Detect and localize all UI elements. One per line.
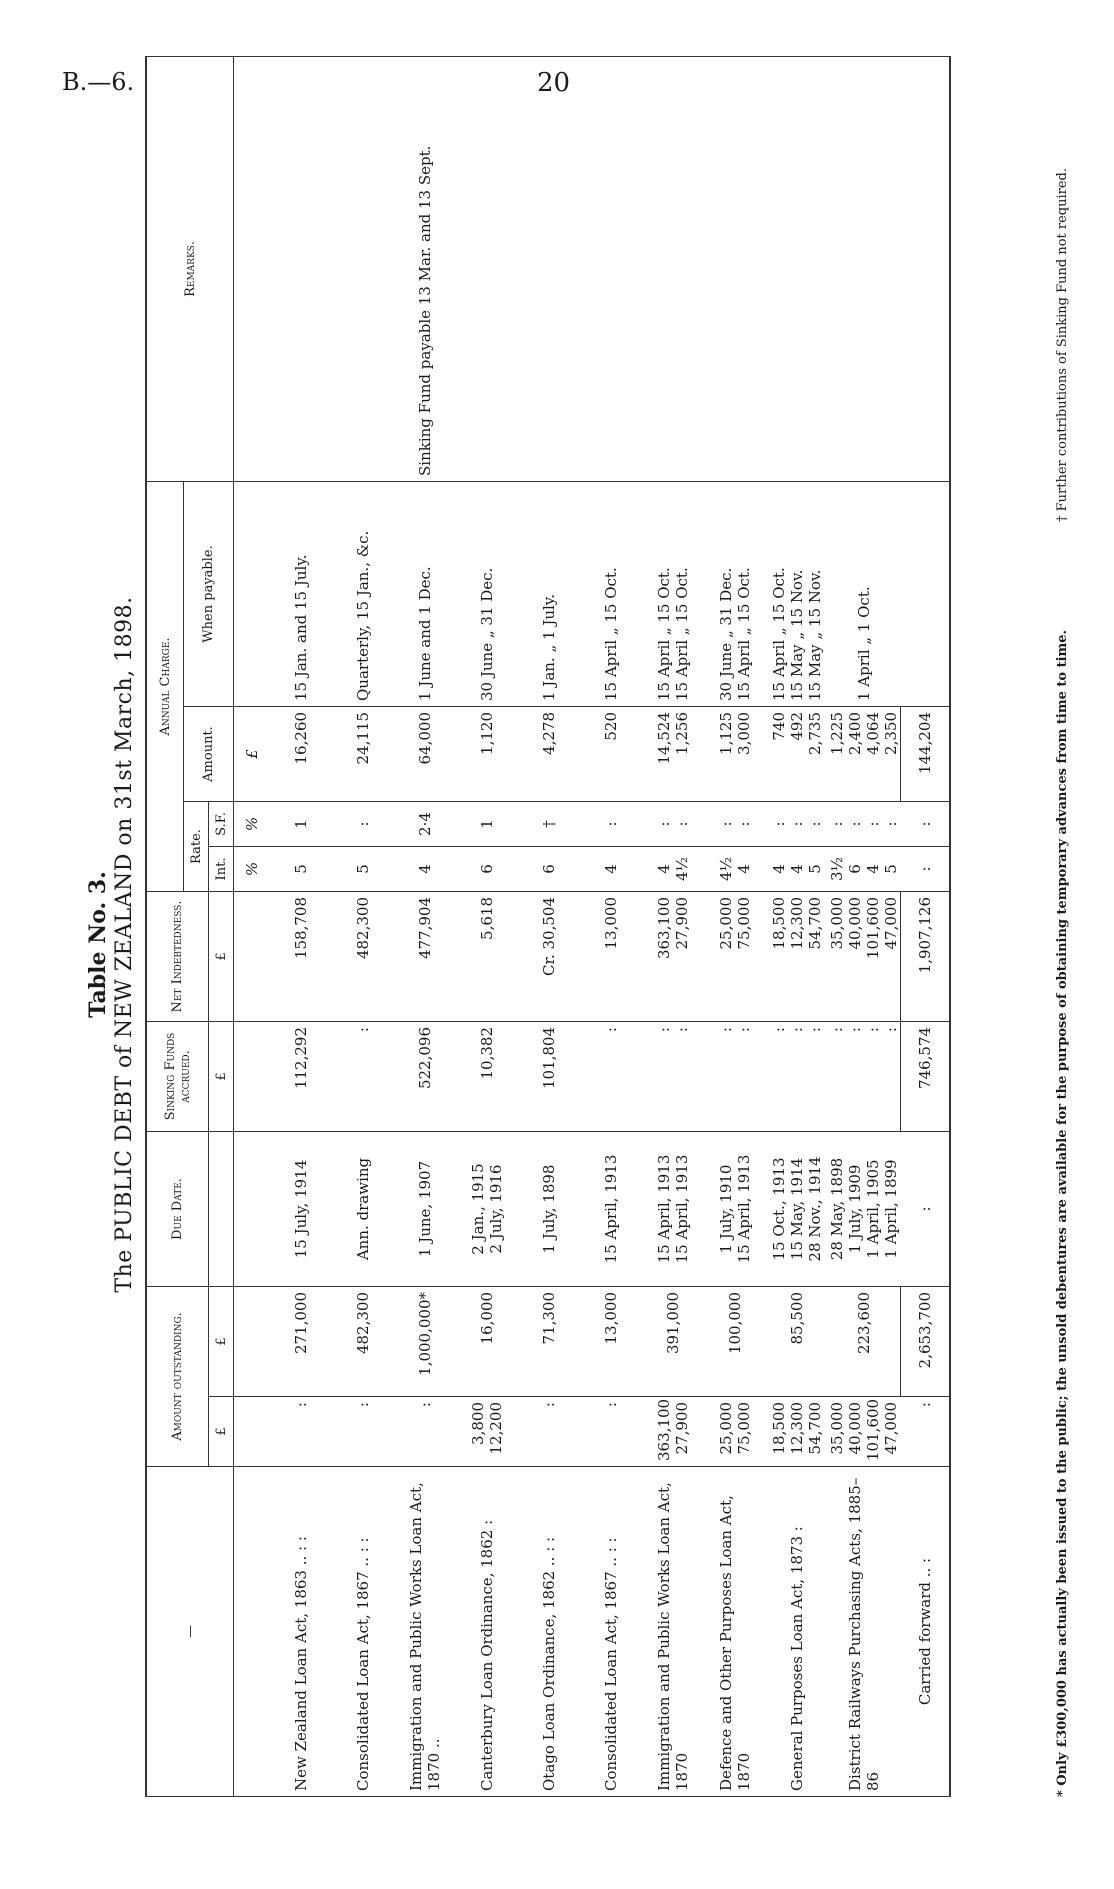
sinking-fund: 10,382 bbox=[456, 1022, 518, 1132]
rate-sf: : bbox=[332, 802, 394, 847]
when-payable: 30 June „ 31 Dec. 15 April „ 15 Oct. bbox=[704, 481, 766, 706]
amount-detail: 35,000 40,000 101,600 47,000 bbox=[828, 1397, 901, 1467]
amount-total: 85,500 bbox=[766, 1287, 828, 1397]
sinking-fund: : bbox=[332, 1022, 394, 1132]
annual-amount: 64,000 bbox=[394, 707, 456, 802]
remarks bbox=[518, 56, 580, 481]
amount-total: 2,653,700 bbox=[901, 1287, 951, 1397]
due-date: 15 April, 1913 bbox=[580, 1132, 642, 1287]
remarks bbox=[270, 56, 332, 481]
rate-sf: : bbox=[901, 802, 951, 847]
annual-amount: 16,260 bbox=[270, 707, 332, 802]
net-indebtedness: 5,618 bbox=[456, 892, 518, 1022]
rate-sf: † bbox=[518, 802, 580, 847]
when-payable: 15 April „ 15 Oct. 15 May „ 15 Nov. 15 May „ 15 Nov. bbox=[766, 481, 828, 706]
sinking-fund: : : : : bbox=[828, 1022, 901, 1132]
act-name: Defence and Other Purposes Loan Act, 1870 bbox=[704, 1467, 766, 1797]
due-date: 15 April, 1913 15 April, 1913 bbox=[642, 1132, 704, 1287]
col-amount: Amount. bbox=[184, 707, 234, 802]
public-debt-table bbox=[145, 56, 951, 1797]
annual-amount: 520 bbox=[580, 707, 642, 802]
rate-int: 4½ 4 bbox=[704, 847, 766, 892]
act-name: Immigration and Public Works Loan Act, 1870 bbox=[642, 1467, 704, 1797]
annual-amount: 14,524 1,256 bbox=[642, 707, 704, 802]
rate-sf: : bbox=[580, 802, 642, 847]
document-reference: B.—6. bbox=[62, 68, 135, 96]
table-row bbox=[704, 56, 766, 1796]
col-amount-outstanding: Amount outstanding. bbox=[146, 1287, 209, 1467]
col-rate-sf: S.F. bbox=[209, 802, 234, 847]
amount-total: 71,300 bbox=[518, 1287, 580, 1397]
sinking-fund: 522,096 bbox=[394, 1022, 456, 1132]
amount-detail: 18,500 12,300 54,700 bbox=[766, 1397, 828, 1467]
rate-sf: 1 bbox=[270, 802, 332, 847]
net-indebtedness: 158,708 bbox=[270, 892, 332, 1022]
act-name: District Railways Purchasing Acts, 1885–86 bbox=[828, 1467, 901, 1797]
when-payable: 1 June and 1 Dec. bbox=[394, 481, 456, 706]
remarks bbox=[456, 56, 518, 481]
rotated-table-sheet bbox=[85, 57, 1075, 1832]
table-row bbox=[394, 56, 456, 1796]
rate-sf: : : bbox=[704, 802, 766, 847]
when-payable: 30 June „ 31 Dec. bbox=[456, 481, 518, 706]
sinking-fund: : : bbox=[704, 1022, 766, 1132]
rate-sf: : : : bbox=[766, 802, 828, 847]
amount-total: 223,600 bbox=[828, 1287, 901, 1397]
amount-detail: : bbox=[394, 1397, 456, 1467]
rate-int: 5 bbox=[270, 847, 332, 892]
remarks bbox=[828, 56, 901, 481]
amount-detail: : bbox=[901, 1397, 951, 1467]
due-date: 1 July, 1910 15 April, 1913 bbox=[704, 1132, 766, 1287]
carried-forward-row bbox=[901, 56, 951, 1796]
sinking-fund: : bbox=[580, 1022, 642, 1132]
when-payable: 1 Jan. „ 1 July. bbox=[518, 481, 580, 706]
col-net-indebtedness: Net Indebtedness. bbox=[146, 892, 209, 1022]
col-sinking-funds: Sinking Funds accrued. bbox=[146, 1022, 209, 1132]
rate-int: 6 bbox=[456, 847, 518, 892]
amount-detail: : bbox=[332, 1397, 394, 1467]
due-date: 15 July, 1914 bbox=[270, 1132, 332, 1287]
unit-pound: £ bbox=[209, 1022, 234, 1132]
net-indebtedness: Cr. 30,504 bbox=[518, 892, 580, 1022]
title-block bbox=[85, 57, 141, 1832]
footnote-dagger: † Further contributions of Sinking Fund not required. bbox=[1055, 168, 1070, 522]
due-date: 15 Oct., 1913 15 May, 1914 28 Nov., 1914 bbox=[766, 1132, 828, 1287]
due-date: 1 July, 1898 bbox=[518, 1132, 580, 1287]
table-row bbox=[642, 56, 704, 1796]
table-row bbox=[580, 56, 642, 1796]
col-due-date: Due Date. bbox=[146, 1132, 209, 1287]
amount-detail: 25,000 75,000 bbox=[704, 1397, 766, 1467]
remarks bbox=[642, 56, 704, 481]
net-indebtedness: 13,000 bbox=[580, 892, 642, 1022]
col-when-payable: When payable. bbox=[184, 481, 234, 706]
sinking-fund: 746,574 bbox=[901, 1022, 951, 1132]
when-payable: 15 April „ 15 Oct. bbox=[580, 481, 642, 706]
remarks bbox=[766, 56, 828, 481]
due-date: : bbox=[901, 1132, 951, 1287]
annual-amount: 4,278 bbox=[518, 707, 580, 802]
annual-amount: 1,225 2,400 4,064 2,350 bbox=[828, 707, 901, 802]
unit-percent: % bbox=[234, 847, 271, 892]
annual-amount: 24,115 bbox=[332, 707, 394, 802]
due-date: 1 June, 1907 bbox=[394, 1132, 456, 1287]
col-remarks: Remarks. bbox=[146, 56, 234, 481]
annual-amount: 144,204 bbox=[901, 707, 951, 802]
amount-detail: 363,100 27,900 bbox=[642, 1397, 704, 1467]
blank-cell bbox=[209, 1132, 234, 1287]
annual-amount: 740 492 2,735 bbox=[766, 707, 828, 802]
amount-total: 100,000 bbox=[704, 1287, 766, 1397]
amount-total: 271,000 bbox=[270, 1287, 332, 1397]
remarks: Sinking Fund payable 13 Mar. and 13 Sept. bbox=[394, 56, 456, 481]
due-date: Ann. drawing bbox=[332, 1132, 394, 1287]
rate-sf: : : bbox=[642, 802, 704, 847]
rate-int: 3½ 6 4 5 bbox=[828, 847, 901, 892]
table-row bbox=[332, 56, 394, 1796]
amount-total: 482,300 bbox=[332, 1287, 394, 1397]
rate-int: 4 4½ bbox=[642, 847, 704, 892]
unit-pound: £ bbox=[209, 892, 234, 1022]
net-indebtedness: 18,500 12,300 54,700 bbox=[766, 892, 828, 1022]
amount-total: 13,000 bbox=[580, 1287, 642, 1397]
table-row bbox=[456, 56, 518, 1796]
act-name: General Purposes Loan Act, 1873 : bbox=[766, 1467, 828, 1797]
rate-int: 5 bbox=[332, 847, 394, 892]
due-date: 28 May, 1898 1 July, 1909 1 April, 1905 1 April, 1899 bbox=[828, 1132, 901, 1287]
col-rate: Rate. bbox=[184, 802, 209, 892]
amount-detail: 3,800 12,200 bbox=[456, 1397, 518, 1467]
table-row bbox=[518, 56, 580, 1796]
table-row bbox=[766, 56, 828, 1796]
amount-detail: : bbox=[270, 1397, 332, 1467]
col-rate-int: Int. bbox=[209, 847, 234, 892]
annual-amount: 1,120 bbox=[456, 707, 518, 802]
table-number: Table No. 3. bbox=[85, 871, 111, 1018]
rate-sf: 2·4 bbox=[394, 802, 456, 847]
rate-int: 4 4 5 bbox=[766, 847, 828, 892]
footnote-star: * Only £300,000 has actually been issued to the public; the unsold debentures are available for the purpose of obtaining temporary advances from time to time. bbox=[1055, 629, 1070, 1797]
col-annual-charge: Annual Charge. bbox=[146, 481, 184, 891]
net-indebtedness: 1,907,126 bbox=[901, 892, 951, 1022]
when-payable: Quarterly, 15 Jan., &c. bbox=[332, 481, 394, 706]
amount-total: 391,000 bbox=[642, 1287, 704, 1397]
remarks bbox=[704, 56, 766, 481]
act-name: Consolidated Loan Act, 1867 .. : : bbox=[580, 1467, 642, 1797]
rate-sf: 1 bbox=[456, 802, 518, 847]
unit-percent: % bbox=[234, 802, 271, 847]
act-name: Consolidated Loan Act, 1867 .. : : bbox=[332, 1467, 394, 1797]
remarks bbox=[580, 56, 642, 481]
rate-int: 4 bbox=[580, 847, 642, 892]
table-row bbox=[270, 56, 332, 1796]
page-number: 20 bbox=[537, 68, 571, 98]
unit-pound: £ bbox=[209, 1287, 234, 1397]
rate-sf: : : : : bbox=[828, 802, 901, 847]
sinking-fund: : : bbox=[642, 1022, 704, 1132]
when-payable: 15 April „ 15 Oct. 15 April „ 15 Oct. bbox=[642, 481, 704, 706]
rate-int: 4 bbox=[394, 847, 456, 892]
when-payable: 1 April „ 1 Oct. bbox=[828, 481, 901, 706]
unit-pound: £ bbox=[234, 707, 271, 802]
table-row bbox=[828, 56, 901, 1796]
sinking-fund: 112,292 bbox=[270, 1022, 332, 1132]
act-name: Canterbury Loan Ordinance, 1862 : bbox=[456, 1467, 518, 1797]
net-indebtedness: 35,000 40,000 101,600 47,000 bbox=[828, 892, 901, 1022]
act-name: New Zealand Loan Act, 1863 .. : : bbox=[270, 1467, 332, 1797]
table-title: The PUBLIC DEBT of NEW ZEALAND on 31st March, 1898. bbox=[112, 596, 137, 1293]
col-act: — bbox=[146, 1467, 234, 1797]
rate-int: 6 bbox=[518, 847, 580, 892]
remarks bbox=[332, 56, 394, 481]
carried-forward-label: Carried forward .. : bbox=[901, 1467, 951, 1797]
net-indebtedness: 363,100 27,900 bbox=[642, 892, 704, 1022]
amount-total: 16,000 bbox=[456, 1287, 518, 1397]
amount-detail: : bbox=[580, 1397, 642, 1467]
net-indebtedness: 477,904 bbox=[394, 892, 456, 1022]
act-name: Otago Loan Ordinance, 1862 .. : : bbox=[518, 1467, 580, 1797]
sinking-fund: 101,804 bbox=[518, 1022, 580, 1132]
act-name: Immigration and Public Works Loan Act, 1870 .. bbox=[394, 1467, 456, 1797]
when-payable: 15 Jan. and 15 July. bbox=[270, 481, 332, 706]
net-indebtedness: 482,300 bbox=[332, 892, 394, 1022]
rate-int: : bbox=[901, 847, 951, 892]
unit-pound: £ bbox=[209, 1397, 234, 1467]
due-date: 2 Jan., 1915 2 July, 1916 bbox=[456, 1132, 518, 1287]
amount-total: 1,000,000* bbox=[394, 1287, 456, 1397]
net-indebtedness: 25,000 75,000 bbox=[704, 892, 766, 1022]
amount-detail: : bbox=[518, 1397, 580, 1467]
annual-amount: 1,125 3,000 bbox=[704, 707, 766, 802]
sinking-fund: : : : bbox=[766, 1022, 828, 1132]
